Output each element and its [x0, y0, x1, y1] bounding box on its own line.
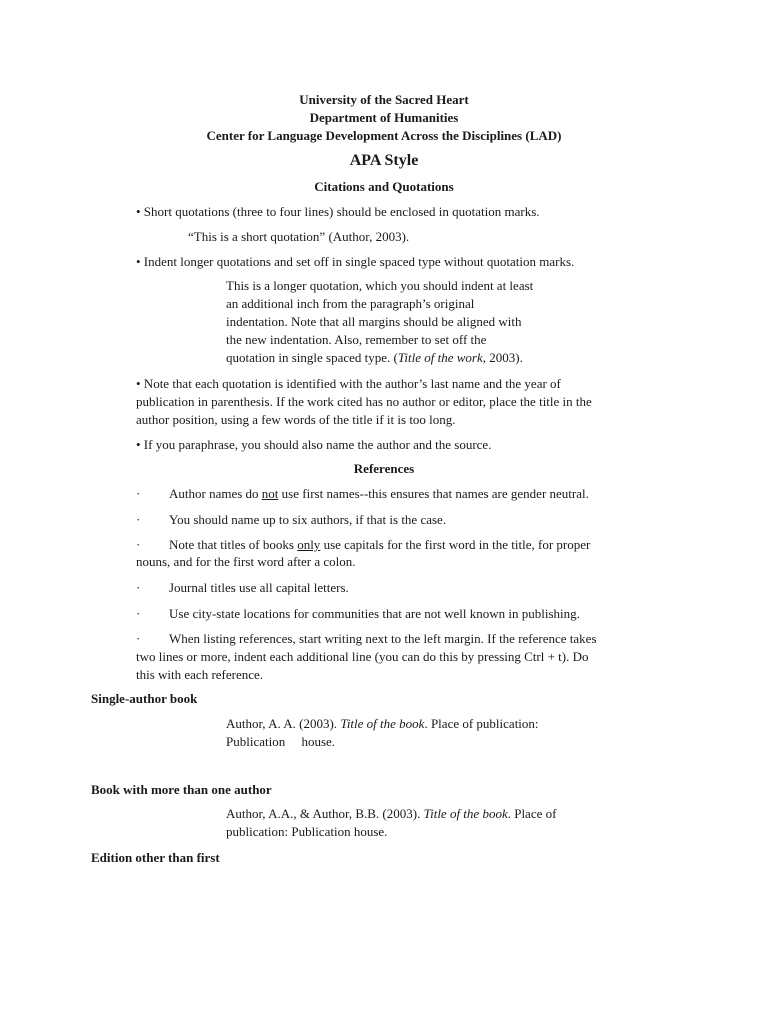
- rule-text: use capitals for the first word in the title, for proper: [320, 537, 591, 552]
- example-text: Author, A. A. (2003).: [226, 716, 341, 731]
- reference-rule-4: [0, 580, 768, 598]
- university-name: University of the Sacred Heart: [299, 92, 469, 107]
- bullet-marker: ·: [136, 580, 141, 595]
- long-quote-line: an additional inch from the paragraph’s original: [226, 296, 475, 311]
- reference-rule-1: [0, 486, 768, 504]
- reference-rule-5: [0, 606, 768, 624]
- single-author-example-line2: Publication house.: [226, 734, 336, 749]
- reference-rule-6: [0, 631, 768, 685]
- reference-rule-continuation: nouns, and for the first word after a colon.: [136, 554, 356, 569]
- citations-heading: Citations and Quotations: [314, 179, 454, 194]
- reference-rule-2: [0, 512, 768, 530]
- example-text: . Place of: [507, 806, 557, 821]
- rule-text: use first names--this ensures that names are gender neutral.: [278, 486, 589, 501]
- paragraph-line: author position, using a few words of the title if it is too long.: [136, 412, 456, 427]
- page-title: APA Style: [349, 152, 419, 169]
- emphasis-not: not: [261, 486, 279, 501]
- multi-author-heading: Book with more than one author: [91, 782, 272, 797]
- long-quote-line-last: [226, 349, 533, 367]
- emphasis-only: only: [297, 537, 321, 552]
- reference-rule-text: Journal titles use all capital letters.: [169, 580, 349, 595]
- work-title: Title of the work: [397, 350, 483, 365]
- single-author-example-line1: [226, 716, 539, 732]
- paragraph-line: publication in parenthesis. If the work cited has no author or editor, place the title in the: [136, 394, 592, 409]
- multi-author-example-line1: [226, 806, 556, 822]
- multi-author-example-line2: publication: Publication house.: [226, 824, 388, 839]
- references-heading: References: [353, 461, 415, 476]
- reference-rule-text: [169, 486, 589, 502]
- reference-rule-text: [169, 537, 590, 553]
- bullet-marker: ·: [136, 512, 141, 527]
- reference-rule-continuation: this with each reference.: [136, 667, 264, 682]
- bullet-longer-quotations: • Indent longer quotations and set off in single spaced type without quotation marks.: [136, 254, 575, 269]
- long-quote-line: indentation. Note that all margins should be aligned with: [226, 314, 522, 329]
- long-quotation-block: [226, 277, 533, 367]
- long-quote-line: the new indentation. Also, remember to set off the: [226, 332, 487, 347]
- rule-text: Author names do: [169, 486, 262, 501]
- reference-rule-text: When listing references, start writing next to the left margin. If the reference takes: [169, 631, 597, 646]
- center-name: Center for Language Development Across the Disciplines (LAD): [206, 128, 562, 143]
- reference-rule-text: You should name up to six authors, if that is the case.: [169, 512, 447, 527]
- department-name: Department of Humanities: [309, 110, 459, 125]
- short-quotation-example: “This is a short quotation” (Author, 2003).: [188, 229, 410, 244]
- edition-heading: Edition other than first: [91, 850, 220, 865]
- bullet-marker: ·: [136, 606, 141, 621]
- single-author-heading: Single-author book: [91, 691, 198, 706]
- rule-text: Note that titles of books: [169, 537, 298, 552]
- bullet-marker: ·: [136, 486, 141, 501]
- bullet-marker: ·: [136, 537, 141, 552]
- long-quote-line: This is a longer quotation, which you should indent at least: [226, 278, 534, 293]
- book-title: Title of the book: [340, 716, 425, 731]
- bullet-short-quotations: • Short quotations (three to four lines) should be enclosed in quotation marks.: [136, 204, 540, 219]
- reference-rule-continuation: two lines or more, indent each additional line (you can do this by pressing Ctrl + t). Do: [136, 649, 589, 664]
- long-quote-text: quotation in single spaced type. (: [226, 350, 398, 365]
- reference-rule-3: [0, 537, 768, 573]
- book-title: Title of the book: [423, 806, 508, 821]
- reference-rule-text: Use city-state locations for communities that are not well known in publishing.: [169, 606, 580, 621]
- example-text: . Place of publication:: [424, 716, 539, 731]
- example-text: Author, A.A., & Author, B.B. (2003).: [226, 806, 424, 821]
- long-quote-citation: , 2003).: [482, 350, 523, 365]
- bullet-paraphrase: • If you paraphrase, you should also name the author and the source.: [136, 437, 492, 452]
- bullet-author-year: [136, 375, 592, 429]
- bullet-marker: ·: [136, 631, 141, 646]
- paragraph-line: • Note that each quotation is identified with the author’s last name and the year of: [136, 376, 561, 391]
